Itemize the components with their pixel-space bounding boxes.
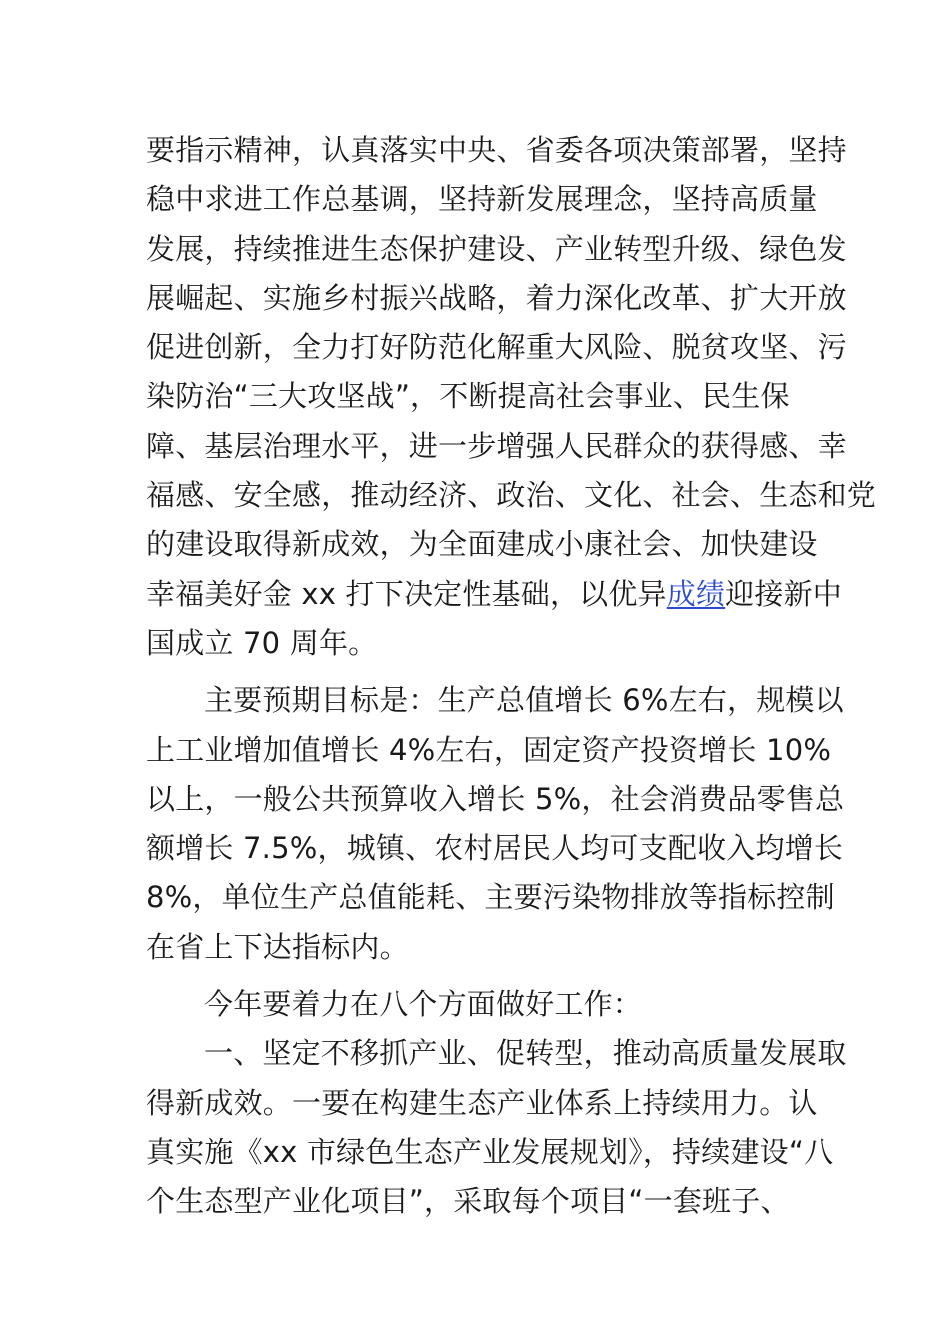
text-line: 展崛起、实施乡村振兴战略，着力深化改革、扩大开放 [146, 280, 847, 315]
text-line: 真实施《xx 市绿色生态产业发展规划》，持续建设“八 [146, 1134, 834, 1169]
text-line: 的建设取得新成效，为全面建成小康社会、加快建设 [146, 527, 818, 562]
text-line: 得新成效。一要在构建生态产业体系上持续用力。认 [146, 1085, 818, 1120]
text-line: 以上，一般公共预算收入增长 5%，社会消费品零售总 [146, 781, 845, 816]
text-segment: 迎接新中 [725, 576, 842, 611]
text-line: 额增长 7.5%，城镇、农村居民人均可支配收入均增长 [146, 831, 844, 866]
text-line: 个生态型产业化项目”，采取每个项目“一套班子、 [146, 1184, 790, 1219]
paragraph-gap [146, 972, 808, 980]
achievement-link[interactable]: 成绩 [666, 576, 726, 611]
text-line: 一、坚定不移抓产业、促转型，推动高质量发展取 [204, 1036, 847, 1071]
text-line: 障、基层治理水平，进一步增强人民群众的获得感、幸 [146, 428, 847, 463]
paragraph-gap [146, 668, 808, 676]
text-line: 国成立 70 周年。 [146, 625, 378, 660]
text-line: 要指示精神，认真落实中央、省委各项决策部署，坚持 [146, 133, 847, 167]
text-line: 8%，单位生产总值能耗、主要污染物排放等指标控制 [146, 880, 835, 915]
text-line: 在省上下达指标内。 [146, 929, 409, 964]
paragraph-expected-targets [146, 676, 845, 972]
text-line: 发展，持续推进生态保护建设、产业转型升级、绿色发 [146, 231, 847, 266]
text-line: 福感、安全感，推动经济、政治、文化、社会、生态和党 [146, 478, 877, 513]
text-line-with-link [146, 570, 842, 619]
paragraph-section-one [146, 1029, 847, 1226]
text-line: 上工业增加值增长 4%左右，固定资产投资增长 10% [146, 732, 832, 767]
document-body [146, 126, 877, 1227]
text-segment: 幸福美好金 xx 打下决定性基础，以优异 [146, 576, 667, 611]
paragraph-eight-aspects [146, 980, 808, 1029]
text-line: 今年要着力在八个方面做好工作： [204, 987, 643, 1022]
paragraph-policy-guidance [146, 126, 877, 668]
text-line: 主要预期目标是：生产总值增长 6%左右，规模以 [204, 683, 844, 718]
text-line: 促进创新，全力打好防范化解重大风险、脱贫攻坚、污 [146, 330, 847, 365]
text-line: 染防治“三大攻坚战”，不断提高社会事业、民生保 [146, 379, 790, 414]
text-line: 稳中求进工作总基调，坚持新发展理念，坚持高质量 [146, 182, 818, 217]
